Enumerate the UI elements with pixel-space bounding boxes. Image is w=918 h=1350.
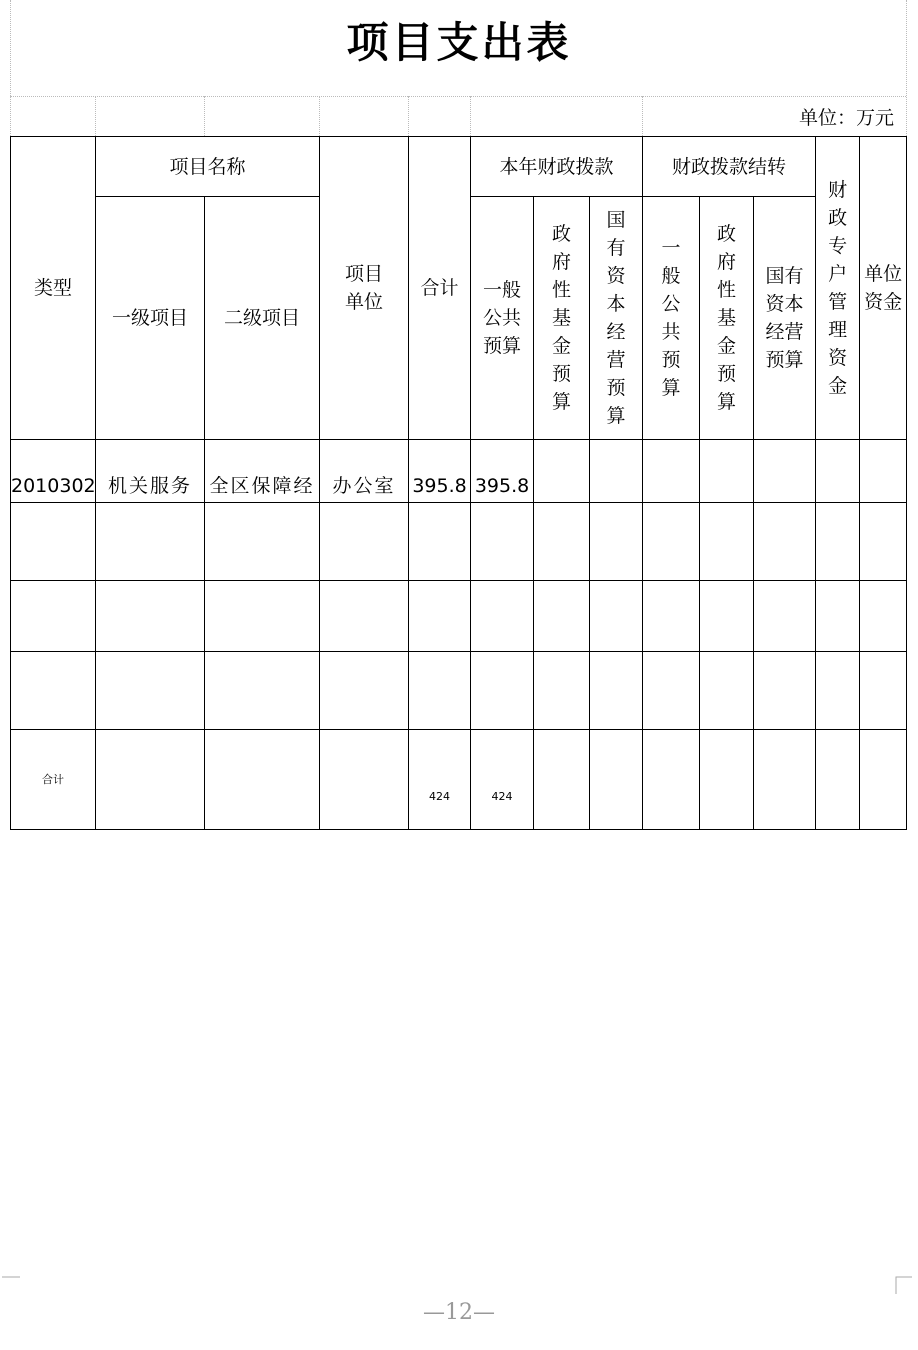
guide-line bbox=[906, 0, 907, 136]
guide-line bbox=[408, 96, 409, 136]
cell-total: 395.8 bbox=[409, 440, 471, 503]
corner-mark bbox=[894, 1276, 912, 1294]
header-level1: 一级项目 bbox=[96, 197, 205, 440]
page-number: —12— bbox=[423, 1300, 495, 1325]
header-unit-fund: 单位资金 bbox=[860, 137, 907, 440]
header-total: 合计 bbox=[409, 137, 471, 440]
cell-level2: 全区保障经 bbox=[205, 440, 320, 503]
cell-empty bbox=[754, 440, 816, 503]
header-carry-gov-fund: 政府性基金预算 bbox=[700, 197, 754, 440]
table-row bbox=[11, 581, 907, 652]
table-row bbox=[11, 652, 907, 730]
header-project-name: 项目名称 bbox=[96, 137, 320, 197]
table-row bbox=[11, 503, 907, 581]
corner-mark bbox=[2, 1276, 20, 1294]
guide-line bbox=[204, 96, 205, 136]
cell-empty bbox=[643, 440, 700, 503]
header-level2: 二级项目 bbox=[205, 197, 320, 440]
unit-label: 单位：万元 bbox=[798, 107, 894, 129]
cell-type: 2010302 bbox=[11, 440, 96, 503]
cell-empty bbox=[700, 440, 754, 503]
header-carryover: 财政拨款结转 bbox=[643, 137, 816, 197]
header-carry-general: 一般公共预算 bbox=[643, 197, 700, 440]
cell-empty bbox=[590, 440, 643, 503]
header-project-unit: 项目单位 bbox=[320, 137, 409, 440]
header-current-year: 本年财政拨款 bbox=[471, 137, 643, 197]
page-title: 项目支出表 bbox=[346, 18, 572, 67]
cell-empty bbox=[860, 440, 907, 503]
guide-line bbox=[642, 96, 643, 136]
project-expense-table bbox=[10, 136, 907, 830]
guide-line bbox=[319, 96, 320, 136]
guide-line bbox=[10, 0, 11, 136]
table-row bbox=[11, 440, 907, 503]
total-general: 424 bbox=[471, 730, 534, 830]
total-row bbox=[11, 730, 907, 830]
header-type: 类型 bbox=[11, 137, 96, 440]
cell-unit: 办公室 bbox=[320, 440, 409, 503]
header-special-account: 财政专户管理资金 bbox=[816, 137, 860, 440]
cell-empty bbox=[816, 440, 860, 503]
total-label: 合计 bbox=[11, 730, 96, 830]
cell-general: 395.8 bbox=[471, 440, 534, 503]
header-state-capital: 国有资本经营预算 bbox=[590, 197, 643, 440]
guide-line bbox=[95, 96, 96, 136]
total-sum: 424 bbox=[409, 730, 471, 830]
header-carry-state-capital: 国有资本经营预算 bbox=[754, 197, 816, 440]
guide-line bbox=[470, 96, 471, 136]
cell-empty bbox=[534, 440, 590, 503]
header-gov-fund: 政府性基金预算 bbox=[534, 197, 590, 440]
header-general-budget: 一般公共预算 bbox=[471, 197, 534, 440]
cell-level1: 机关服务 bbox=[96, 440, 205, 503]
guide-line bbox=[10, 96, 906, 97]
